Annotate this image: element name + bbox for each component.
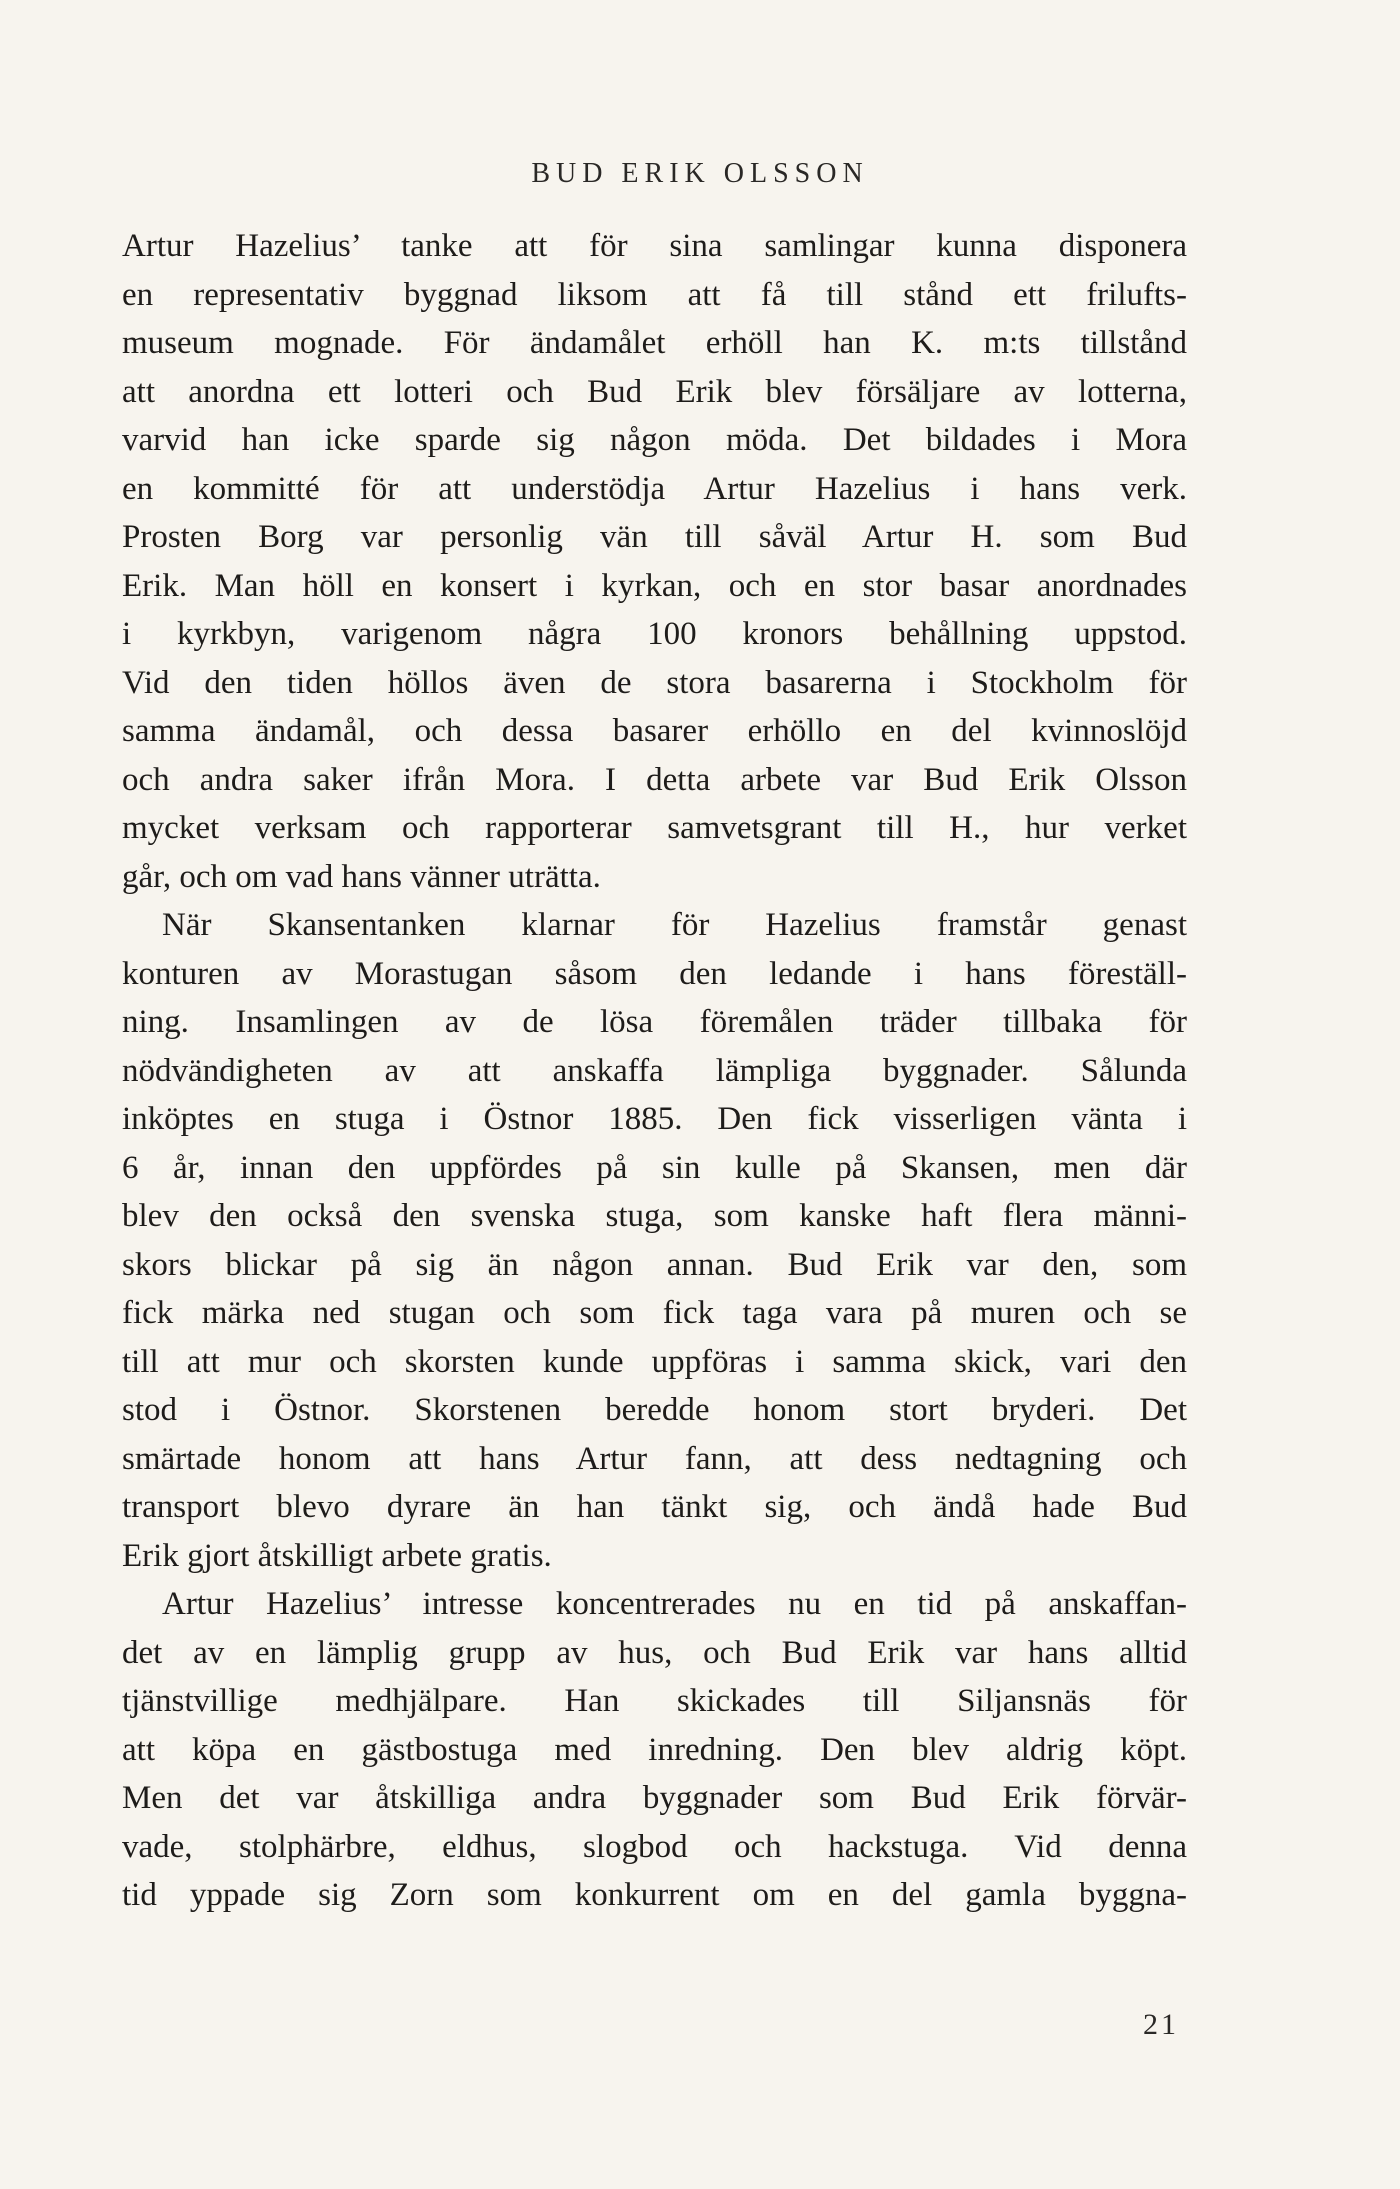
text-line: inköptes en stuga i Östnor 1885. Den fick visserligen vänta i [122,1101,1187,1137]
text-line: en kommitté för att understödja Artur Hazelius i hans verk. [122,470,1187,507]
text-line: tid yppade sig Zorn som konkurrent om en del gamla byggna- [122,1877,1187,1913]
text-line: När Skansentanken klarnar för Hazelius framstår genast [162,907,1187,943]
text-line: i kyrkbyn, varigenom några 100 kronors behållning uppstod. [122,616,1187,652]
text-line: blev den också den svenska stuga, som kanske haft flera männi- [122,1198,1187,1234]
text-line: ning. Insamlingen av de lösa föremålen träder tillbaka för [122,1004,1187,1040]
text-line: samma ändamål, och dessa basarer erhöllo en del kvinnoslöjd [122,713,1187,749]
text-line: Prosten Borg var personlig vän till såväl Artur H. som Bud [122,519,1187,555]
text-line: smärtade honom att hans Artur fann, att dess nedtagning och [122,1440,1187,1477]
text-line: en representativ byggnad liksom att få till stånd ett frilufts- [122,276,1187,313]
page-number: 21 [1143,2008,1179,2041]
text-line: Artur Hazelius’ tanke att för sina samlingar kunna disponera [122,228,1187,264]
text-line: till att mur och skorsten kunde uppföras i samma skick, vari den [122,1343,1187,1380]
text-line: stod i Östnor. Skorstenen beredde honom stort bryderi. Det [122,1392,1187,1428]
text-line: att köpa en gästbostuga med inredning. Den blev aldrig köpt. [122,1731,1187,1768]
text-line: museum mognade. För ändamålet erhöll han K. m:ts tillstånd [122,325,1187,361]
text-line: skors blickar på sig än någon annan. Bud Erik var den, som [122,1246,1187,1283]
text-line: mycket verksam och rapporterar samvetsgrant till H., hur verket [122,810,1187,846]
text-line: 6 år, innan den uppfördes på sin kulle på Skansen, men där [122,1149,1187,1186]
text-line: går, och om vad hans vänner uträtta. [122,858,601,895]
text-line: vade, stolphärbre, eldhus, slogbod och hackstuga. Vid denna [122,1828,1187,1865]
text-line: Men det var åtskilliga andra byggnader som Bud Erik förvär- [122,1780,1187,1816]
text-line: Vid den tiden höllos även de stora basarerna i Stockholm för [122,664,1187,701]
text-line: det av en lämplig grupp av hus, och Bud Erik var hans alltid [122,1634,1187,1671]
body-text [122,222,1187,1920]
text-line: nödvändigheten av att anskaffa lämpliga byggnader. Sålunda [122,1052,1187,1089]
text-line: Artur Hazelius’ intresse koncentrerades nu en tid på anskaffan- [162,1586,1187,1622]
text-line: konturen av Morastugan såsom den ledande i hans föreställ- [122,955,1187,992]
text-line: att anordna ett lotteri och Bud Erik blev försäljare av lotterna, [122,373,1187,410]
text-line: fick märka ned stugan och som fick taga vara på muren och se [122,1295,1187,1331]
text-line: tjänstvillige medhjälpare. Han skickades till Siljansnäs för [122,1683,1187,1719]
text-line: varvid han icke sparde sig någon möda. Det bildades i Mora [122,422,1187,458]
text-line: och andra saker ifrån Mora. I detta arbete var Bud Erik Olsson [122,761,1187,798]
text-line: Erik. Man höll en konsert i kyrkan, och en stor basar anordnades [122,567,1187,604]
text-line: transport blevo dyrare än han tänkt sig, och ändå hade Bud [122,1489,1187,1525]
running-head: BUD ERIK OLSSON [531,158,869,189]
text-line: Erik gjort åtskilligt arbete gratis. [122,1537,552,1574]
